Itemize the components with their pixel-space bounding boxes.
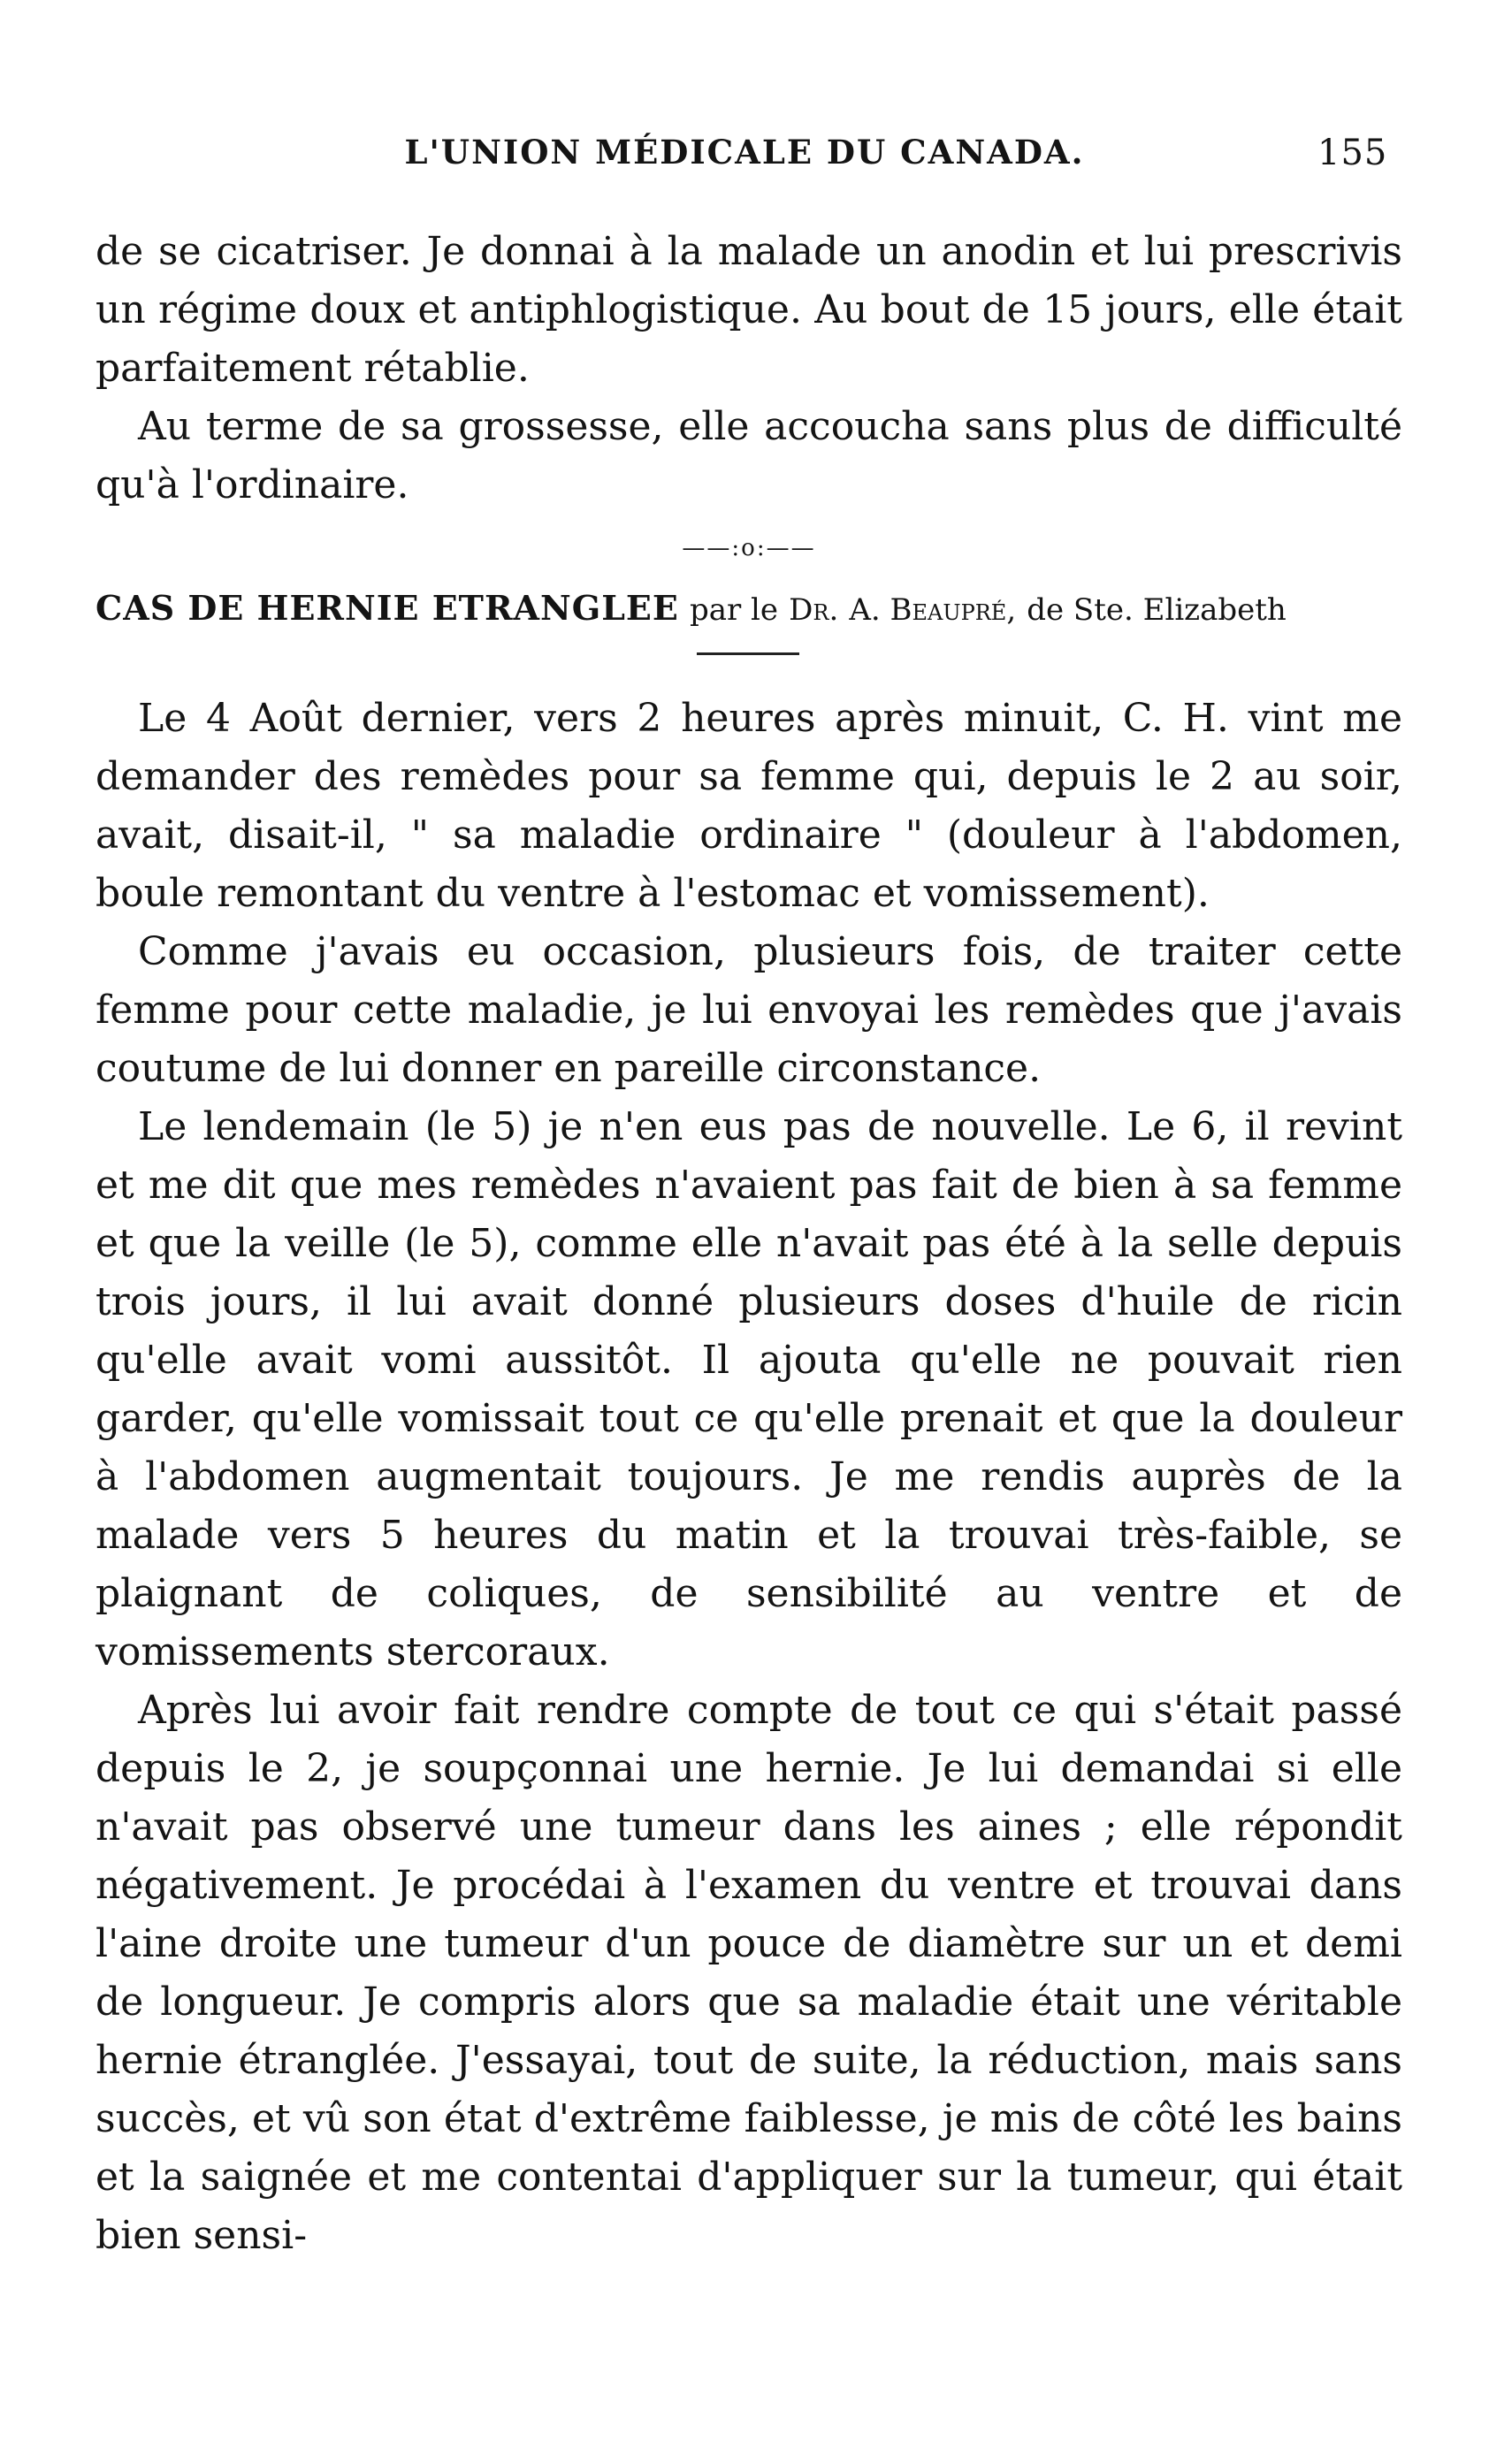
paragraph: Après lui avoir fait rendre compte de tout ce qui s'était passé depuis le 2, je soupçonnai une hernie. Je lui demandai si elle n'avait pas observé une tumeur dans les aines ; elle répondit négativement. Je procédai à l'examen du ventre et trouvai dans l'aine droite une tumeur d'un pouce de diamètre sur un et demi de longueur. Je compris alors que sa maladie était une véritable hernie étranglée. J'essayai, tout de suite, la réduction, mais sans succès, et vû son état d'extrême faiblesse, je mis de côté les bains et la saignée et me contentai d'appliquer sur la tumeur, qui était bien sensi- [95,1688,1402,2258]
running-head [0,133,1489,195]
article-byline-prefix: par le [689,592,779,628]
heading-rule [95,637,1402,690]
paragraph: Le lendemain (le 5) je n'en eus pas de nouvelle. Le 6, il revint et me dit que mes remèdes n'avaient pas fait de bien à sa femme et que la veille (le 5), comme elle n'avait pas été à la selle depuis trois jours, il lui avait donné plusieurs doses d'huile de ricin qu'elle avait vomi aussitôt. Il ajouta qu'elle ne pouvait rien garder, qu'elle vomissait tout ce qu'elle prenait et que la douleur à l'abdomen augmentait toujours. Je me rendis auprès de la malade vers 5 heures du matin et la trouvai très-faible, se plaignant de coliques, de sensibilité au ventre et de vomissements stercoraux. [95,1104,1402,1674]
section-separator: ——:o:—— [682,535,816,561]
paragraph: Le 4 Août dernier, vers 2 heures après minuit, C. H. vint me demander des remèdes pour sa femme qui, depuis le 2 au soir, avait, disait-il, " sa maladie ordinaire " (douleur à l'abdomen, boule remontant du ventre à l'estomac et vomissement). [95,696,1402,916]
paragraph: de se cicatriser. Je donnai à la malade un anodin et lui prescrivis un régime doux et antiphlogistique. Au bout de 15 jours, elle était parfaitement rétablie. [95,229,1402,391]
page-body [95,223,1402,2265]
article-title: CAS DE HERNIE ETRANGLEE [95,588,679,628]
journal-title: L'UNION MÉDICALE DU CANADA. [404,133,1085,172]
page-number: 155 [1317,133,1388,173]
author-title: Dr. [789,592,839,628]
author-name: A. Beaupré, [849,592,1017,628]
paragraph: Comme j'avais eu occasion, plusieurs fois, de traiter cette femme pour cette maladie, je lui envoyai les remèdes que j'avais coutume de lui donner en pareille circonstance. [95,929,1402,1091]
paragraph: Au terme de sa grossesse, elle accoucha sans plus de difficulté qu'à l'ordinaire. [95,404,1402,507]
article-heading [95,582,1402,637]
author-location: de Ste. Elizabeth [1027,592,1287,628]
